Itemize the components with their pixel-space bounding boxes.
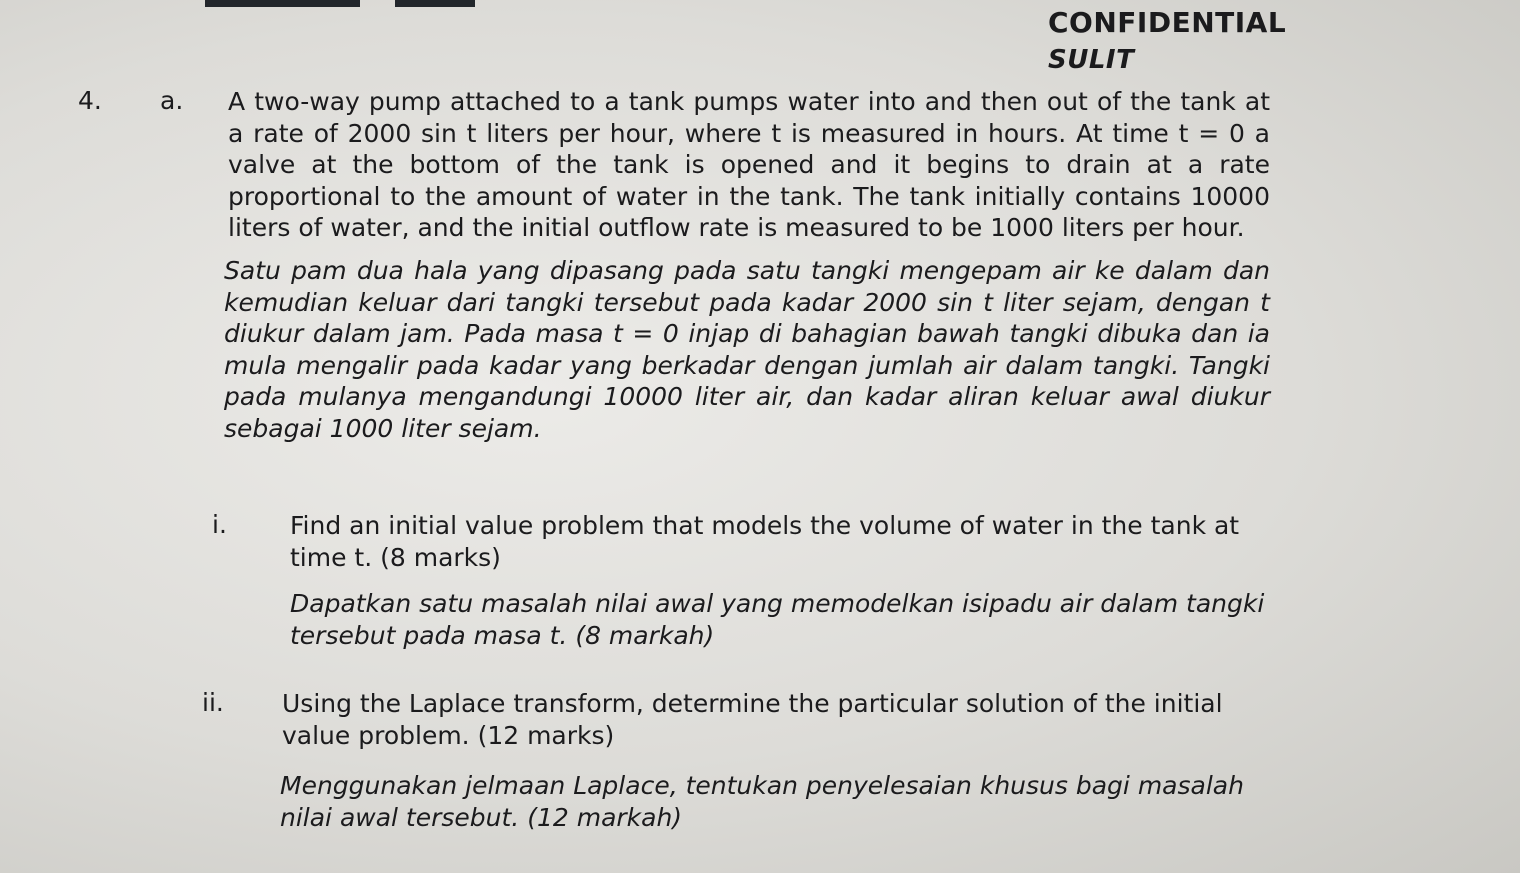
question-text-english: A two-way pump attached to a tank pumps water into and then out of the tank at a rate of 2000 sin t liters per hour, where t is measured in hours. At time t = 0 a valve at the bottom of the tank is opened and it begins to drain at a rate proportional to the amount of water in the tank. The tank initially contains 10000 liters of water, and the initial outflow rate is measured to be 1000 liters per hour. (228, 87, 1270, 242)
subquestion-2-english: Using the Laplace transform, determine the particular solution of the initial value problem. (12 marks) (282, 689, 1223, 750)
subquestion-2-label: ii. (202, 688, 224, 717)
question-number: 4. (78, 86, 102, 115)
top-edge-mark-right (395, 0, 475, 7)
subquestion-1-label: i. (212, 510, 227, 539)
confidential-label: CONFIDENTIAL (1048, 6, 1287, 39)
subquestion-1-malay: Dapatkan satu masalah nilai awal yang memodelkan isipadu air dalam tangki tersebut pada masa t. (8 markah) (290, 589, 1265, 650)
sulit-label: SULIT (1048, 45, 1135, 75)
page-header (1048, 6, 1286, 75)
question-text-malay: Satu pam dua hala yang dipasang pada satu tangki mengepam air ke dalam dan kemudian keluar dari tangki tersebut pada kadar 2000 sin t liter sejam, dengan t diukur dalam jam. Pada masa t = 0 injap di bahagian bawah tangki dibuka dan ia mula mengalir pada kadar yang berkadar dengan jumlah air dalam tangki. Tangki pada mulanya mengandungi 10000 liter air, dan kadar aliran keluar awal diukur sebagai 1000 liter sejam. (224, 256, 1270, 443)
top-edge-mark-left (205, 0, 360, 7)
subquestion-2-malay: Menggunakan jelmaan Laplace, tentukan penyelesaian khusus bagi masalah nilai awal tersebut. (12 markah) (280, 771, 1244, 832)
question-part: a. (160, 86, 184, 115)
subquestion-1-english: Find an initial value problem that models the volume of water in the tank at time t. (8 marks) (290, 511, 1240, 572)
